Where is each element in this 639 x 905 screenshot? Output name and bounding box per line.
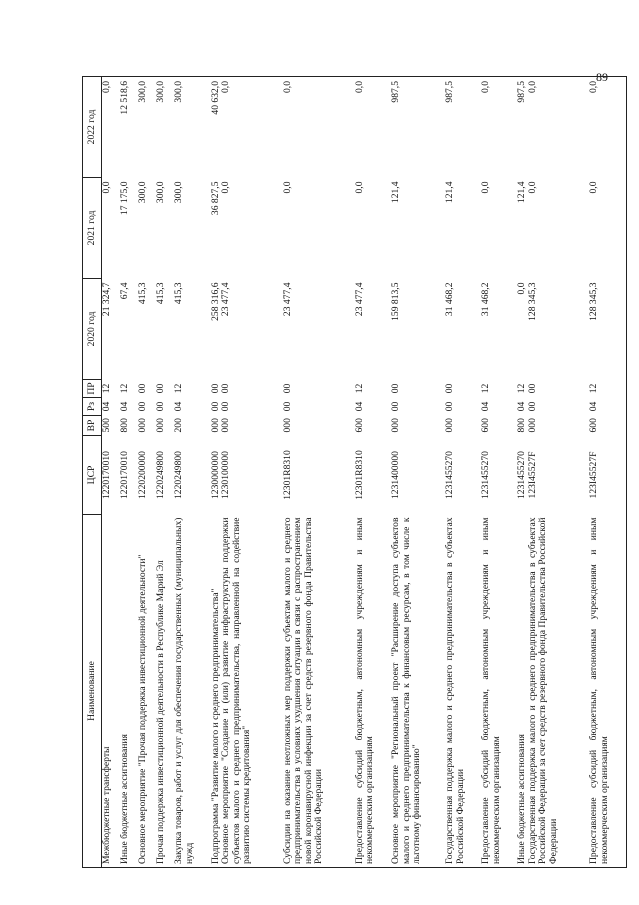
cell-pr: 12	[480, 383, 492, 394]
cell-2020: 67,4	[119, 282, 131, 300]
cell-csr: 1231455270	[480, 451, 492, 499]
cell-name: Основное мероприятие "Региональный проект "Расширение доступа субъектов малого и среднего предпринимательства к финансовым ресурсам, в том числе к льготному финансированию"	[391, 515, 445, 868]
table-body	[102, 77, 627, 868]
cell-rz: 04	[589, 398, 626, 416]
cell-csr: 1220200000	[137, 451, 149, 499]
table-row	[355, 77, 391, 868]
cell-2022: 987,5	[445, 77, 481, 178]
cell-rz: 00	[389, 401, 401, 412]
cell-name: Основное мероприятие "Прочая поддержка инвестиционной деятельности"	[138, 515, 156, 868]
table-row	[283, 77, 355, 868]
header-pr: ПР	[83, 380, 102, 398]
table-row	[102, 77, 121, 868]
cell-2020: 258 316,6 23 477,4	[209, 282, 232, 321]
cell-2020: 415,3	[155, 282, 167, 305]
cell-vr: 600	[353, 418, 365, 433]
cell-name: Иные бюджетные ассигнования Государственная поддержка малого и среднего предпринимательства в субъектах Российской Федерации за счет средств резервного фонда Правительства Российской Федерации	[517, 515, 589, 868]
cell-2022: 300,0	[138, 77, 156, 178]
cell-2020: 159 813,5	[389, 282, 401, 321]
table-row	[174, 77, 210, 868]
cell-csr: 1220249800	[173, 451, 185, 499]
table-row	[445, 77, 481, 868]
cell-2022: 0,0	[589, 77, 626, 178]
cell-csr: 1231455270 123I45527F	[516, 451, 538, 499]
table-row	[138, 77, 156, 868]
cell-vr: 000	[281, 418, 293, 433]
cell-rz: 04 00	[516, 401, 538, 412]
cell-2022: 300,0	[156, 77, 174, 178]
cell-rz: 00	[281, 401, 293, 412]
cell-2020: 415,3	[173, 282, 185, 305]
cell-name: Подпрограмма "Развитие малого и среднего предпринимательства" Основное мероприятие "Создание и (или) развитие инфраструктуры поддержки субъектов малого и среднего предпринимательства, направленной на содействие развитию системы кредитования"	[211, 515, 283, 868]
table-row	[211, 77, 283, 868]
cell-2021: 0,0	[281, 181, 293, 194]
cell-2020: 21 324,7	[101, 282, 112, 317]
cell-name: Прочая поддержка инвестиционной деятельности в Республике Марий Эл	[156, 515, 174, 868]
cell-name: Межбюджетные трансферты	[102, 515, 121, 868]
cell-csr: 12301R8310	[281, 450, 293, 500]
cell-2020: 415,3	[137, 282, 149, 305]
cell-2021: 300,0	[173, 181, 185, 204]
cell-2021: 0,0	[480, 181, 492, 194]
cell-pr: 00	[281, 383, 293, 394]
cell-rz: 00	[137, 401, 149, 412]
cell-name: Государственная поддержка малого и среднего предпринимательства в субъектах Российской Федерации	[445, 515, 481, 868]
cell-rz: 04	[173, 401, 185, 412]
cell-rz: 00	[444, 401, 456, 412]
table-row	[481, 77, 517, 868]
cell-name: Закупка товаров, работ и услуг для обеспечения государственных (муниципальных) нужд	[174, 515, 210, 868]
cell-csr: 1220249800	[155, 451, 167, 499]
cell-rz: 04	[480, 401, 492, 412]
cell-2021: 121,4	[444, 181, 456, 204]
cell-2021: 17 175,0	[119, 181, 131, 216]
table-row	[589, 77, 626, 868]
cell-2020: 0,0 128 345,3	[516, 282, 538, 321]
cell-2022: 0,0	[283, 77, 355, 178]
cell-pr: 00	[137, 383, 149, 394]
cell-2022: 987,5 0,0	[517, 77, 589, 178]
cell-pr: 00	[155, 383, 167, 394]
table-row	[156, 77, 174, 868]
cell-vr: 800	[119, 418, 131, 433]
cell-2020: 31 468,2	[444, 282, 456, 317]
cell-csr: 123I45527F	[589, 436, 626, 515]
header-vr: ВР	[83, 416, 102, 436]
budget-table	[82, 76, 627, 868]
rotated-budget-table	[82, 78, 627, 868]
cell-2020: 31 468,2	[480, 282, 492, 317]
cell-2021: 300,0	[137, 181, 149, 204]
cell-2021: 121,4	[389, 181, 401, 204]
cell-vr: 000	[444, 418, 456, 433]
cell-pr: 12 00	[516, 383, 538, 394]
header-2020: 2020 год	[83, 279, 102, 380]
cell-2020: 23 477,4	[353, 282, 365, 317]
cell-name: Иные бюджетные ассигнования	[120, 515, 138, 868]
cell-vr: 600	[589, 416, 626, 436]
cell-rz: 04	[353, 401, 365, 412]
cell-pr: 00	[389, 383, 401, 394]
table-row	[120, 77, 138, 868]
cell-vr: 500	[101, 418, 112, 433]
table-header	[83, 77, 102, 868]
cell-2021: 0,0	[353, 181, 365, 194]
cell-2022: 0,0	[355, 77, 391, 178]
cell-2021: 300,0	[155, 181, 167, 204]
cell-csr: 1231455270	[444, 451, 456, 499]
cell-name: Предоставление субсидий бюджетным, автономным учреждениям и иным некоммерческим организациям	[589, 515, 626, 868]
cell-csr: 12301R8310	[353, 450, 365, 500]
cell-2020: 23 477,4	[281, 282, 293, 317]
cell-2021: 0,0	[589, 178, 626, 279]
cell-pr: 00 00	[209, 383, 232, 394]
header-name: Наименование	[83, 515, 102, 868]
cell-vr: 000 000	[209, 418, 232, 433]
cell-2022: 300,0	[174, 77, 210, 178]
cell-2020: 128 345,3	[589, 279, 626, 380]
cell-2022: 0,0	[102, 77, 121, 178]
header-2021: 2021 год	[83, 178, 102, 279]
cell-csr: 1220170010	[101, 451, 112, 499]
cell-name: Предоставление субсидий бюджетным, автономным учреждениям и иным некоммерческим организациям	[481, 515, 517, 868]
cell-pr: 00	[444, 383, 456, 394]
page-number: 89	[596, 70, 608, 84]
cell-2021: 0,0	[101, 181, 112, 194]
cell-rz: 04	[101, 401, 112, 412]
cell-vr: 200	[173, 418, 185, 433]
cell-pr: 12	[119, 383, 131, 394]
cell-rz: 00	[155, 401, 167, 412]
table-row	[391, 77, 445, 868]
cell-csr: 1220170010	[119, 451, 131, 499]
header-rz: Рз	[83, 398, 102, 416]
cell-vr: 000	[389, 418, 401, 433]
cell-2021: 36 827,5 0,0	[209, 181, 232, 216]
table-row	[517, 77, 589, 868]
cell-rz: 04	[119, 401, 131, 412]
cell-csr: 1231400000	[389, 451, 401, 499]
cell-name: Субсидии на оказание неотложных мер поддержки субъектам малого и среднего предпринимательства в условиях ухудшения ситуации в связи с распространением новой коронавирусной инфекции за счет средств резервного фонда Правительства Российской Федерации	[283, 515, 355, 868]
cell-vr: 000	[155, 418, 167, 433]
header-2022: 2022 год	[83, 77, 102, 178]
cell-vr: 800 000	[516, 418, 538, 433]
cell-2022: 40 632,0 0,0	[211, 77, 283, 178]
cell-2022: 12 518,6	[120, 77, 138, 178]
cell-vr: 600	[480, 418, 492, 433]
cell-2022: 0,0	[481, 77, 517, 178]
cell-pr: 12	[101, 383, 112, 394]
cell-pr: 12	[353, 383, 365, 394]
cell-pr: 12	[173, 383, 185, 394]
cell-pr: 12	[589, 380, 626, 398]
cell-2022: 987,5	[391, 77, 445, 178]
cell-rz: 00 00	[209, 401, 232, 412]
header-csr: ЦСР	[83, 436, 102, 515]
cell-vr: 000	[137, 418, 149, 433]
cell-name: Предоставление субсидий бюджетным, автономным учреждениям и иным некоммерческим организациям	[355, 515, 391, 868]
cell-2021: 121,4 0,0	[516, 181, 538, 204]
cell-csr: 1230000000 1230100000	[209, 451, 232, 499]
